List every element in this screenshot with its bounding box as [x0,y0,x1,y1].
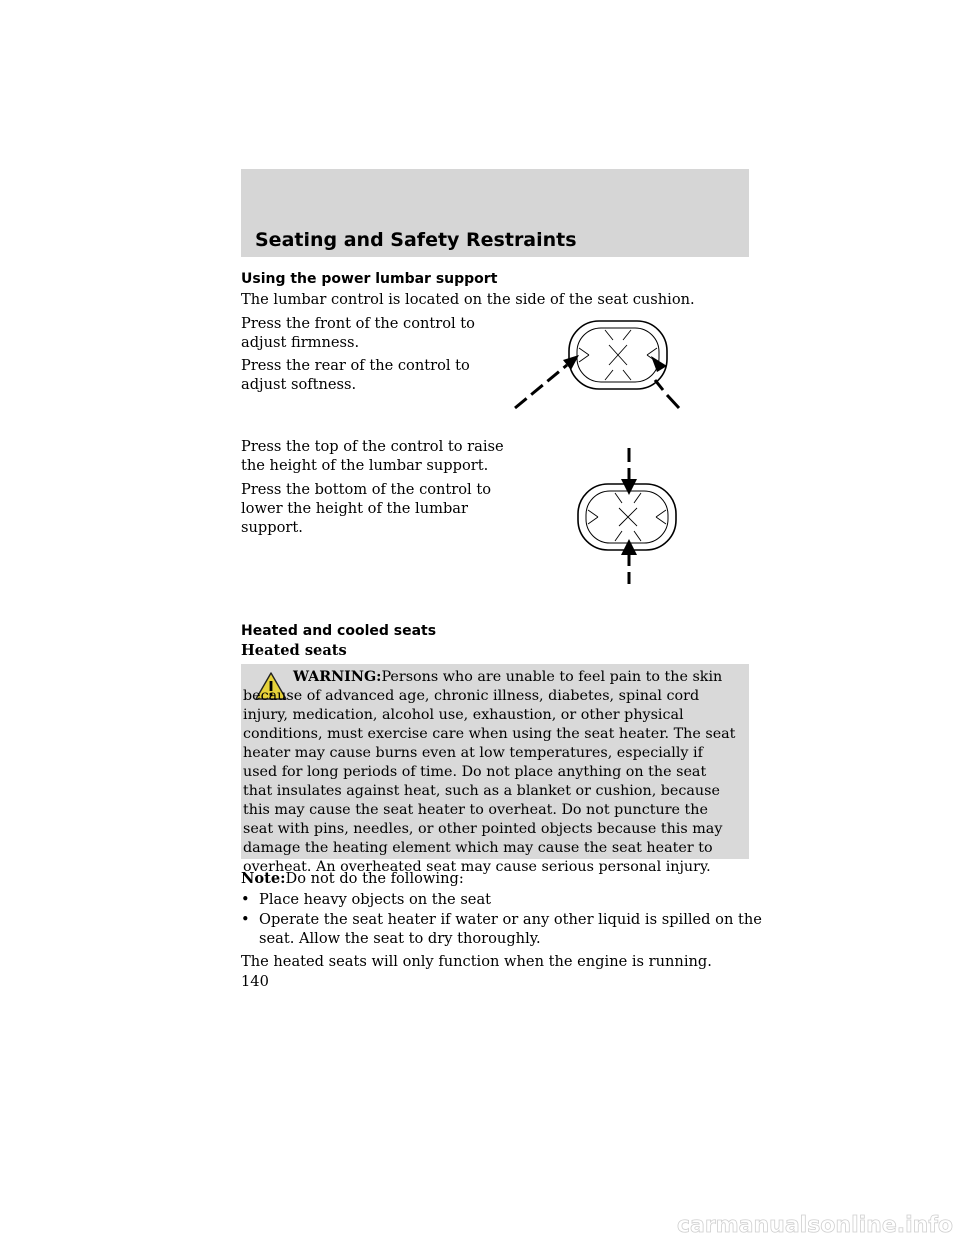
raise-line-1: Press the top of the control to raise [241,438,504,455]
control-inner-outline [586,491,668,543]
warning-label: WARNING: [293,669,382,685]
arrow-front [515,355,579,408]
lower-line-2: lower the height of the lumbar [241,500,468,517]
arrow-bottom [621,539,637,584]
lumbar-intro: The lumbar control is located on the side of the seat cushion. [241,291,695,308]
arrow-top [621,448,637,495]
lower-line-1: Press the bottom of the control to [241,481,492,498]
warning-body: Persons who are unable to feel pain to the skin because of advanced age, chronic illness, diabetes, spinal cord injury, medication, alcohol use, exhaustion, or other physical conditions, must exercise care when using the seat heater. The seat heater may cause burns even at low temperatures, especially if used for long periods of time. Do not place anything on the seat that insulates against heat, such as a blanket or cushion, because this may cause the seat heater to overheat. Do not puncture the seat with pins, needles, or other pointed objects because this may damage the heating element which may cause the seat heater to overheat. An overheated seat may cause serious personal injury. [243,669,736,875]
note-text: Do not do the following: [285,870,464,887]
bullet-item: • [241,911,250,928]
soft-line-1: Press the rear of the control to [241,357,470,374]
arrow-rear [651,356,679,408]
firm-line-1: Press the front of the control to [241,315,475,332]
firm-line-2: adjust firmness. [241,334,360,351]
warning-text [241,668,737,877]
section-title: Seating and Safety Restraints [255,229,577,251]
page-number: 140 [241,973,269,990]
lumbar-height-figure [575,448,679,586]
warning-box [241,664,749,875]
heated-heading: Heated and cooled seats [241,623,437,639]
closing-text: The heated seats will only function when the engine is running. [241,953,712,970]
lumbar-firmness-figure [505,318,695,418]
control-x-pattern [588,493,666,541]
watermark-text: carmanualsonline.info [677,1213,953,1238]
control-x-pattern [579,330,657,380]
raise-line-2: the height of the lumbar support. [241,457,489,474]
bullet-item: • [241,891,250,908]
bullet-text-1: Place heavy objects on the seat [259,891,492,908]
soft-line-2: adjust softness. [241,376,357,393]
note-label: Note: [241,870,286,887]
watermark-logo [635,1210,955,1240]
bullet-text-2-cont: seat. Allow the seat to dry thoroughly. [259,930,541,947]
bullet-text-2: Operate the seat heater if water or any other liquid is spilled on the [259,911,762,928]
heated-subheading: Heated seats [241,642,347,659]
note [241,869,464,888]
control-outer-outline [578,484,676,550]
lumbar-heading: Using the power lumbar support [241,271,498,287]
lower-line-3: support. [241,519,303,536]
section-header [241,169,749,257]
